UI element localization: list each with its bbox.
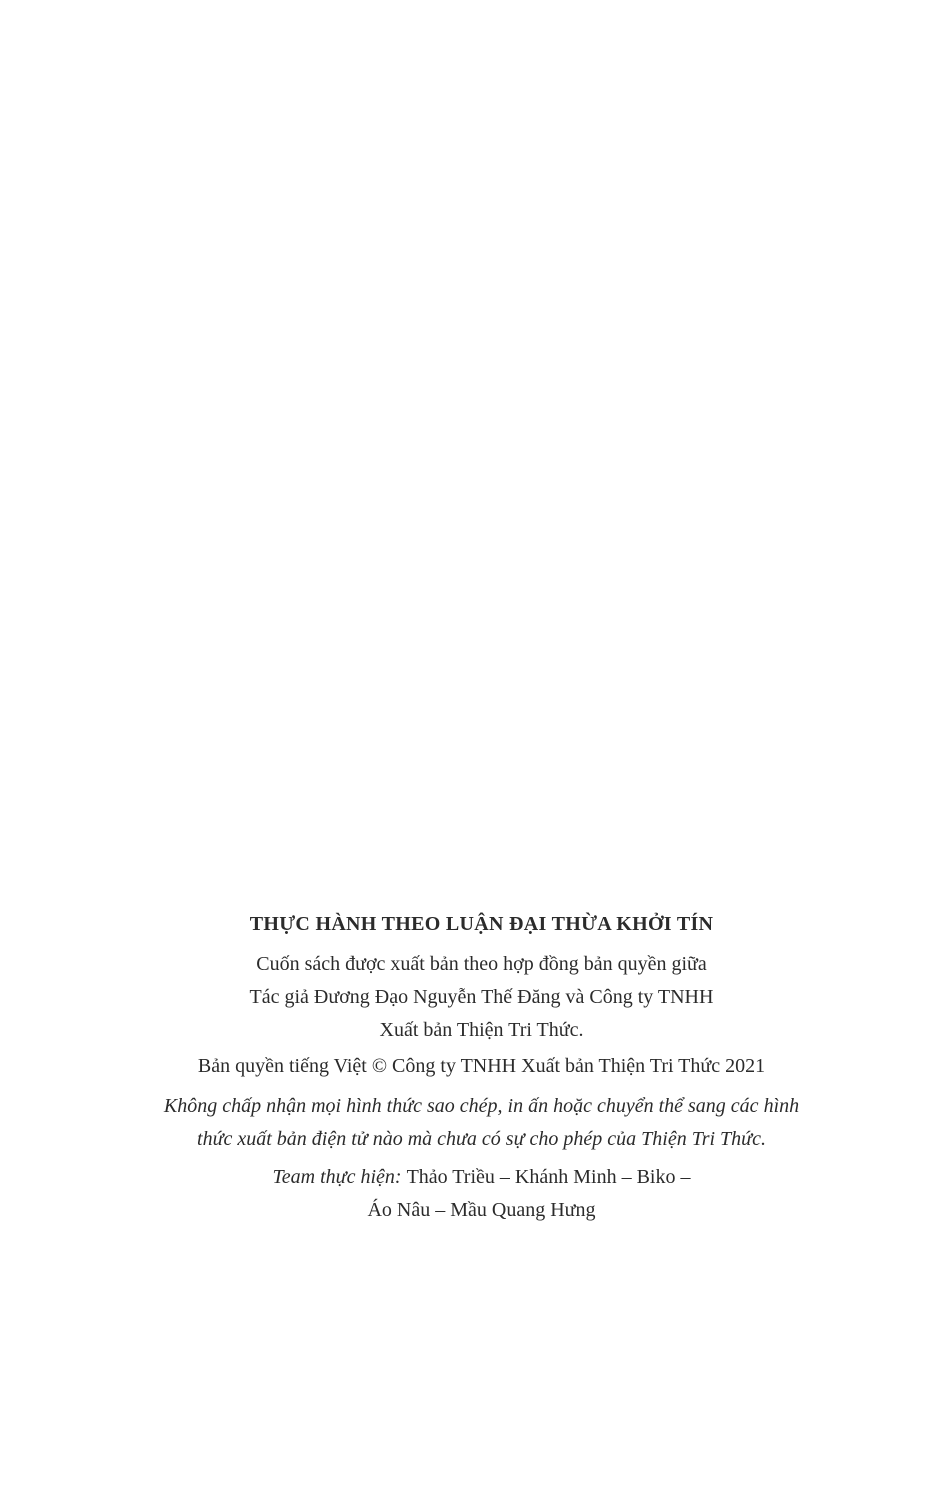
team-line-2 xyxy=(20,1194,943,1227)
license-line-2: Tác giả Đương Đạo Nguyễn Thế Đăng và Công ty TNHH xyxy=(249,986,714,1008)
license-paragraph xyxy=(20,948,943,1047)
license-line-1: Cuốn sách được xuất bản theo hợp đồng bản quyền giữa xyxy=(256,953,707,975)
copyright-paragraph xyxy=(20,1050,943,1083)
team-line-1 xyxy=(20,1161,943,1194)
team-names-line1: Thảo Triều – Khánh Minh – Biko – xyxy=(406,1166,691,1188)
colophon-block xyxy=(0,908,943,1227)
license-line-3: Xuất bản Thiện Tri Thức. xyxy=(379,1019,584,1041)
notice-paragraph xyxy=(20,1090,943,1156)
notice-line-2: thức xuất bản điện tử nào mà chưa có sự cho phép của Thiện Tri Thức. xyxy=(197,1128,766,1150)
book-title: THỰC HÀNH THEO LUẬN ĐẠI THỪA KHỞI TÍN xyxy=(249,913,714,935)
copyright-line: Bản quyền tiếng Việt © Công ty TNHH Xuất bản Thiện Tri Thức 2021 xyxy=(197,1055,766,1077)
team-names-line2: Áo Nâu – Mầu Quang Hưng xyxy=(367,1199,596,1221)
team-paragraph xyxy=(20,1161,943,1227)
notice-line-1: Không chấp nhận mọi hình thức sao chép, in ấn hoặc chuyển thể sang các hình xyxy=(163,1095,800,1117)
team-label: Team thực hiện: xyxy=(272,1166,407,1188)
